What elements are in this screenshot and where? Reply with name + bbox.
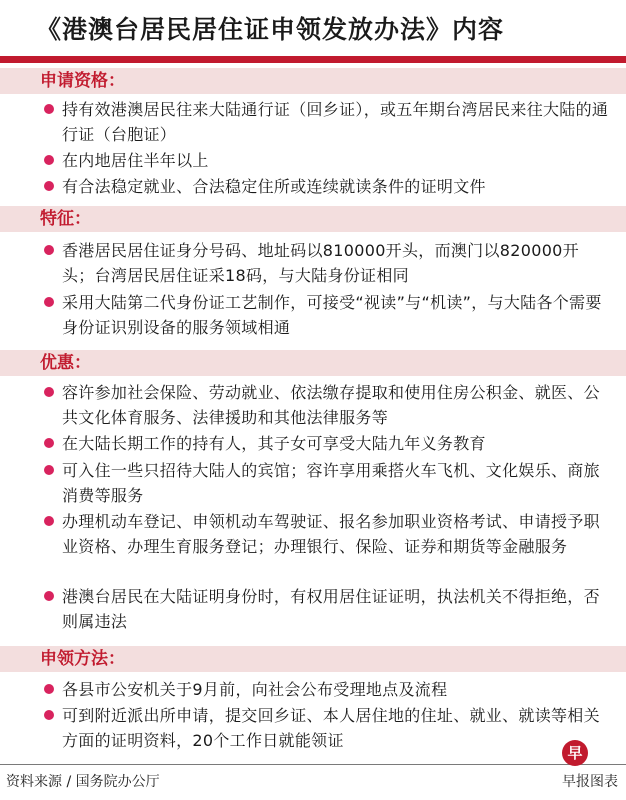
source-note: 资料来源 / 国务院办公厅 [6, 774, 160, 790]
footer-divider [0, 764, 626, 765]
list-item-text: 香港居民居住证身分号码、地址码以810000开头，而澳门以820000开头；台湾居民居住证采18码，与大陆身份证相同 [62, 241, 579, 285]
brand-label: 早报图表 [562, 774, 618, 790]
section-label: 特征： [40, 209, 91, 229]
section-header-application [0, 646, 626, 672]
section-header-benefits [0, 350, 626, 376]
section-header-eligibility [0, 68, 626, 94]
list-item-text: 各县市公安机关于9月前，向社会公布受理地点及流程 [62, 680, 448, 699]
section-label: 优惠： [40, 353, 91, 373]
list-item [44, 677, 610, 702]
bullet-icon [44, 591, 54, 601]
section-header-features [0, 206, 626, 232]
list-item-text: 港澳台居民在大陆证明身份时，有权用居住证证明，执法机关不得拒绝，否则属违法 [62, 587, 600, 631]
list-item-text: 在大陆长期工作的持有人，其子女可享受大陆九年义务教育 [62, 434, 486, 453]
bullet-icon [44, 181, 54, 191]
bullet-icon [44, 104, 54, 114]
zaobao-logo-icon: 早 [562, 740, 588, 766]
bullet-icon [44, 387, 54, 397]
list-item [44, 148, 610, 173]
list-item [44, 290, 610, 340]
bullet-icon [44, 465, 54, 475]
list-item-text: 在内地居住半年以上 [62, 151, 209, 170]
bullet-icon [44, 710, 54, 720]
list-item [44, 174, 610, 199]
bullet-icon [44, 684, 54, 694]
list-item-text: 持有效港澳居民往来大陆通行证（回乡证），或五年期台湾居民来往大陆的通行证（台胞证） [62, 100, 609, 144]
bullet-icon [44, 155, 54, 165]
list-item-text: 采用大陆第二代身份证工艺制作，可接受“视读”与“机读”，与大陆各个需要身份证识别设备的服务领域相通 [62, 293, 602, 337]
list-item [44, 97, 610, 147]
bullet-icon [44, 245, 54, 255]
list-item-text: 有合法稳定就业、合法稳定住所或连续就读条件的证明文件 [62, 177, 486, 196]
title-underline [0, 56, 626, 63]
section-label: 申请资格： [40, 71, 125, 91]
list-item [44, 431, 610, 456]
list-item-text: 可入住一些只招待大陆人的宾馆；容许享用乘搭火车飞机、文化娱乐、商旅消费等服务 [62, 461, 600, 505]
list-item [44, 584, 610, 634]
list-item-text: 容许参加社会保险、劳动就业、依法缴存提取和使用住房公积金、就医、公共文化体育服务、法律援助和其他法律服务等 [62, 383, 600, 427]
bullet-icon [44, 297, 54, 307]
list-item [44, 380, 610, 430]
list-item [44, 238, 610, 288]
list-item-text: 可到附近派出所申请，提交回乡证、本人居住地的住址、就业、就读等相关方面的证明资料，20个工作日就能领证 [62, 706, 600, 750]
list-item [44, 703, 610, 753]
list-item [44, 509, 610, 559]
bullet-icon [44, 516, 54, 526]
section-label: 申领方法： [40, 649, 125, 669]
list-item [44, 458, 610, 508]
page-title: 《港澳台居民居住证申领发放办法》内容 [36, 15, 505, 44]
list-item-text: 办理机动车登记、申领机动车驾驶证、报名参加职业资格考试、申请授予职业资格、办理生育服务登记；办理银行、保险、证券和期货等金融服务 [62, 512, 600, 556]
bullet-icon [44, 438, 54, 448]
